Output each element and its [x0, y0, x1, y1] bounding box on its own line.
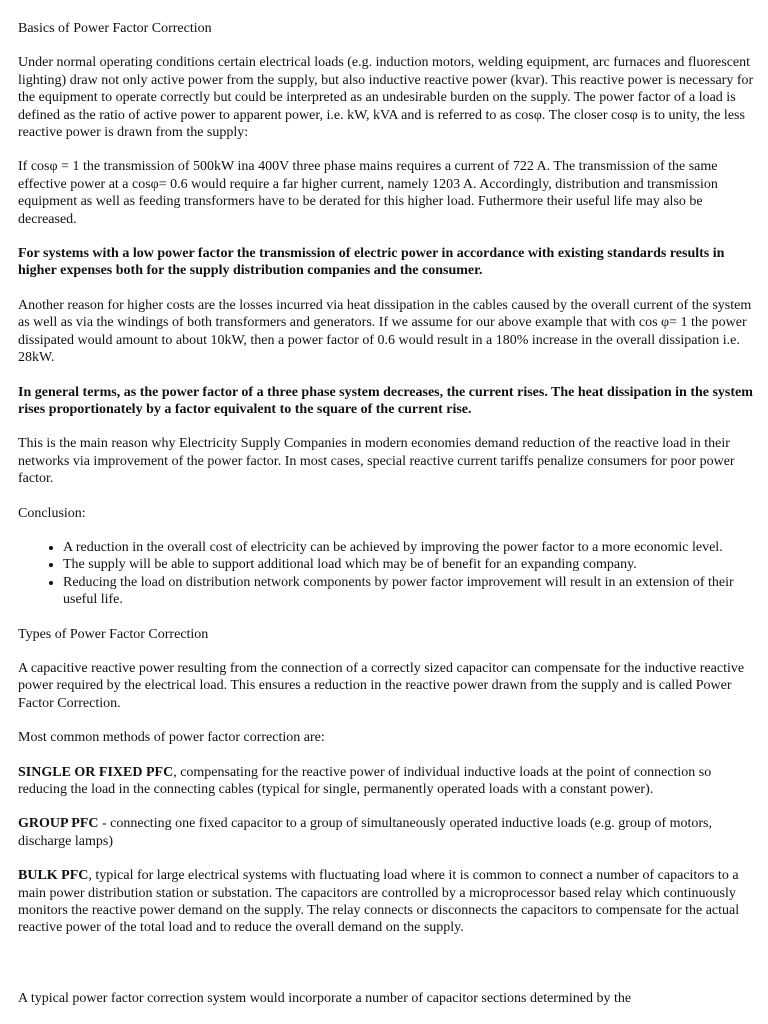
bulk-pfc-term: BULK PFC — [18, 868, 89, 884]
blank-space — [18, 954, 754, 990]
paragraph-group-pfc — [18, 815, 754, 850]
group-pfc-text: - connecting one fixed capacitor to a group of simultaneously operated inductive loads (e.g. group of motors, discharge lamps) — [18, 816, 712, 849]
paragraph-bulk-pfc — [18, 867, 754, 937]
paragraph-single-pfc — [18, 764, 754, 799]
document-page — [18, 20, 754, 1024]
paragraph-intro: Under normal operating conditions certain electrical loads (e.g. induction motors, welding equipment, arc furnaces and fluorescent lighting) draw not only active power from the supply, but also inductive reactive power (kvar). This reactive power is necessary for the equipment to operate correctly but could be interpreted as an undesirable burden on the supply. The power factor of a load is defined as the ratio of active power to apparent power, i.e. kW, kVA and is referred to as cosφ. The closer cosφ is to unity, the less reactive power is drawn from the supply: — [18, 55, 754, 141]
group-pfc-term: GROUP PFC — [18, 816, 99, 832]
paragraph-capacitive: A capacitive reactive power resulting from the connection of a correctly sized capacitor can compensate for the inductive reactive power required by the electrical load. This ensures a reduction in the reactive power drawn from the supply and is called Power Factor Correction. — [18, 660, 745, 711]
single-pfc-term: SINGLE OR FIXED PFC — [18, 764, 174, 780]
list-item: • A reduction in the overall cost of electricity can be achieved by improving the power factor to a more economic level. — [63, 539, 754, 556]
conclusion-label: Conclusion: — [18, 505, 86, 521]
list-item: • The supply will be able to support additional load which may be of benefit for an expanding company. — [63, 556, 754, 573]
paragraph-tariffs: This is the main reason why Electricity Supply Companies in modern economies demand reduction of the reactive load in their networks via improvement of the power factor. In most cases, special reactive current tariffs penalize consumers for poor power factor. — [18, 436, 735, 487]
paragraph-heat-dissipation: In general terms, as the power factor of a three phase system decreases, the current rises. The heat dissipation in the system rises proportionately by a factor equivalent to the square of the current rise. — [18, 384, 753, 417]
paragraph-cosphi-example: If cosφ = 1 the transmission of 500kW ina 400V three phase mains requires a current of 722 A. The transmission of the same effective power at a cosφ= 0.6 would require a far higher current, namely 1203 A. Accordingly, distribution and transmission equipment as well as feeding transformers have to be derated for this higher load. Futhermore their useful life may also be decreased. — [18, 159, 718, 227]
paragraph-low-pf-costs: For systems with a low power factor the transmission of electric power in accordance with existing standards results in higher expenses both for the supply distribution companies and the consumer. — [18, 246, 725, 279]
document-title: Basics of Power Factor Correction — [18, 21, 212, 36]
list-item: • Reducing the load on distribution network components by power factor improvement will result in an extension of their useful life. — [63, 574, 754, 609]
types-heading: Types of Power Factor Correction — [18, 626, 209, 642]
single-pfc-text: , compensating for the reactive power of individual inductive loads at the point of connection so reducing the load in the connecting cables (typical for single, permanently operated loads with a constant power). — [18, 764, 712, 797]
paragraph-losses: Another reason for higher costs are the losses incurred via heat dissipation in the cables caused by the overall current of the system as well as via the windings of both transformers and generators. If we assume for our above example that with cos φ= 1 the power dissipated would amount to about 10kW, then a power factor of 0.6 would result in a 180% increase in the overall dissipation i.e. 28kW. — [18, 297, 752, 366]
conclusion-list — [18, 539, 754, 609]
bulk-pfc-text: , typical for large electrical systems with fluctuating load where it is common to connect a number of capacitors to a main power distribution station or substation. The capacitors are controlled by a microprocessor based relay which continuously monitors the reactive power demand on the supply. The relay connects or disconnects the capacitors to compensate for the actual reactive power of the total load and to reduce the overall demand on the supply. — [18, 868, 740, 936]
paragraph-methods-intro: Most common methods of power factor correction are: — [18, 730, 325, 746]
paragraph-typical-system: A typical power factor correction system would incorporate a number of capacitor sections determined by the — [18, 990, 632, 1006]
